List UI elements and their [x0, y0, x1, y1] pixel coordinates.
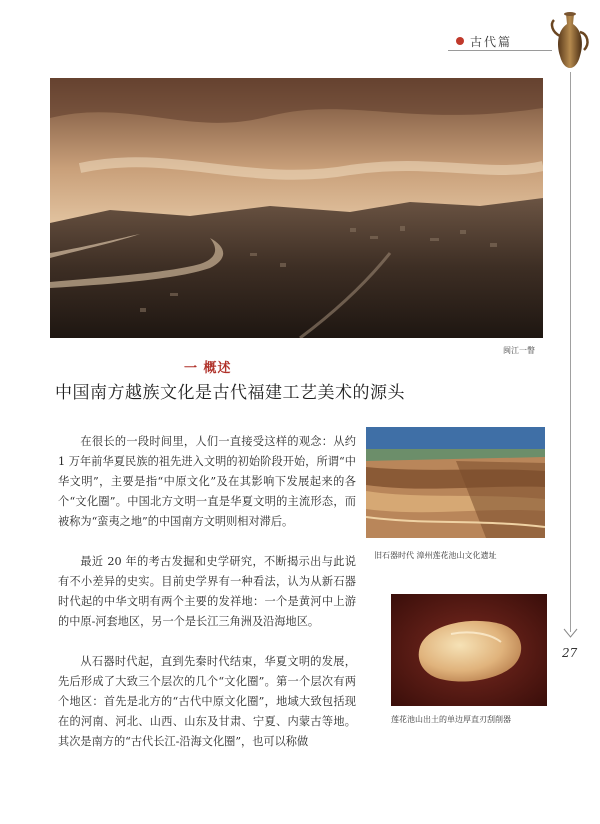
body-paragraph: 从石器时代起，直到先秦时代结束，华夏文明的发展，先后形成了大致三个层次的几个“文化圈”。第一个层次有两个地区：首先是北方的“古代中原文化圈”，地域大致包括现在的河南、河北、山西、山东及甘肃、宁夏、内蒙古等地。其次是南方的“古代长江-沿海文化圈”，也可以称做	[58, 655, 356, 749]
arrow-down-icon	[563, 628, 578, 638]
body-paragraph: 最近 20 年的考古发掘和史学研究，不断揭示出与此说有不小差异的史实。目前史学界有一种看法，认为从新石器时代起的中华文明有两个主要的发祥地：一个是黄河中上游的中原-河套地区，另一个是长江三角洲及沿海地区。	[58, 555, 356, 629]
excavation-site-photo	[366, 427, 545, 538]
excavation-site-photo-icon	[366, 427, 545, 538]
excavation-photo-caption: 旧石器时代 漳州莲花池山文化遗址	[374, 551, 497, 560]
stone-scraper-photo-icon	[391, 594, 547, 706]
ewer-icon	[548, 10, 592, 72]
running-header-title: 古代篇	[470, 35, 513, 49]
header-rule	[448, 50, 552, 51]
section-heading: 一 概述	[184, 361, 232, 376]
hero-caption: 闽江一瞥	[503, 346, 535, 355]
main-title: 中国南方越族文化是古代福建工艺美术的源头	[55, 383, 405, 403]
margin-rule	[570, 72, 571, 632]
stone-scraper-caption: 莲花池山出土的单边厚直刃刮削器	[391, 715, 511, 724]
body-paragraph: 在很长的一段时间里，人们一直接受这样的观念：从约 1 万年前华夏民族的祖先进入文明的初始阶段开始，所谓“中华文明”，主要是指“中原文化”及在其影响下发展起来的各个“文化圈”。中国北方文明一直是华夏文明的主流形态，而被称为“蛮夷之地”的中国南方文明则相对滞后。	[58, 435, 356, 529]
page-number: 27	[562, 646, 578, 660]
stone-scraper-photo	[391, 594, 547, 706]
hero-photo	[50, 78, 543, 338]
section-marker-dot	[456, 37, 464, 45]
river-city-landscape-photo-icon	[50, 78, 543, 338]
